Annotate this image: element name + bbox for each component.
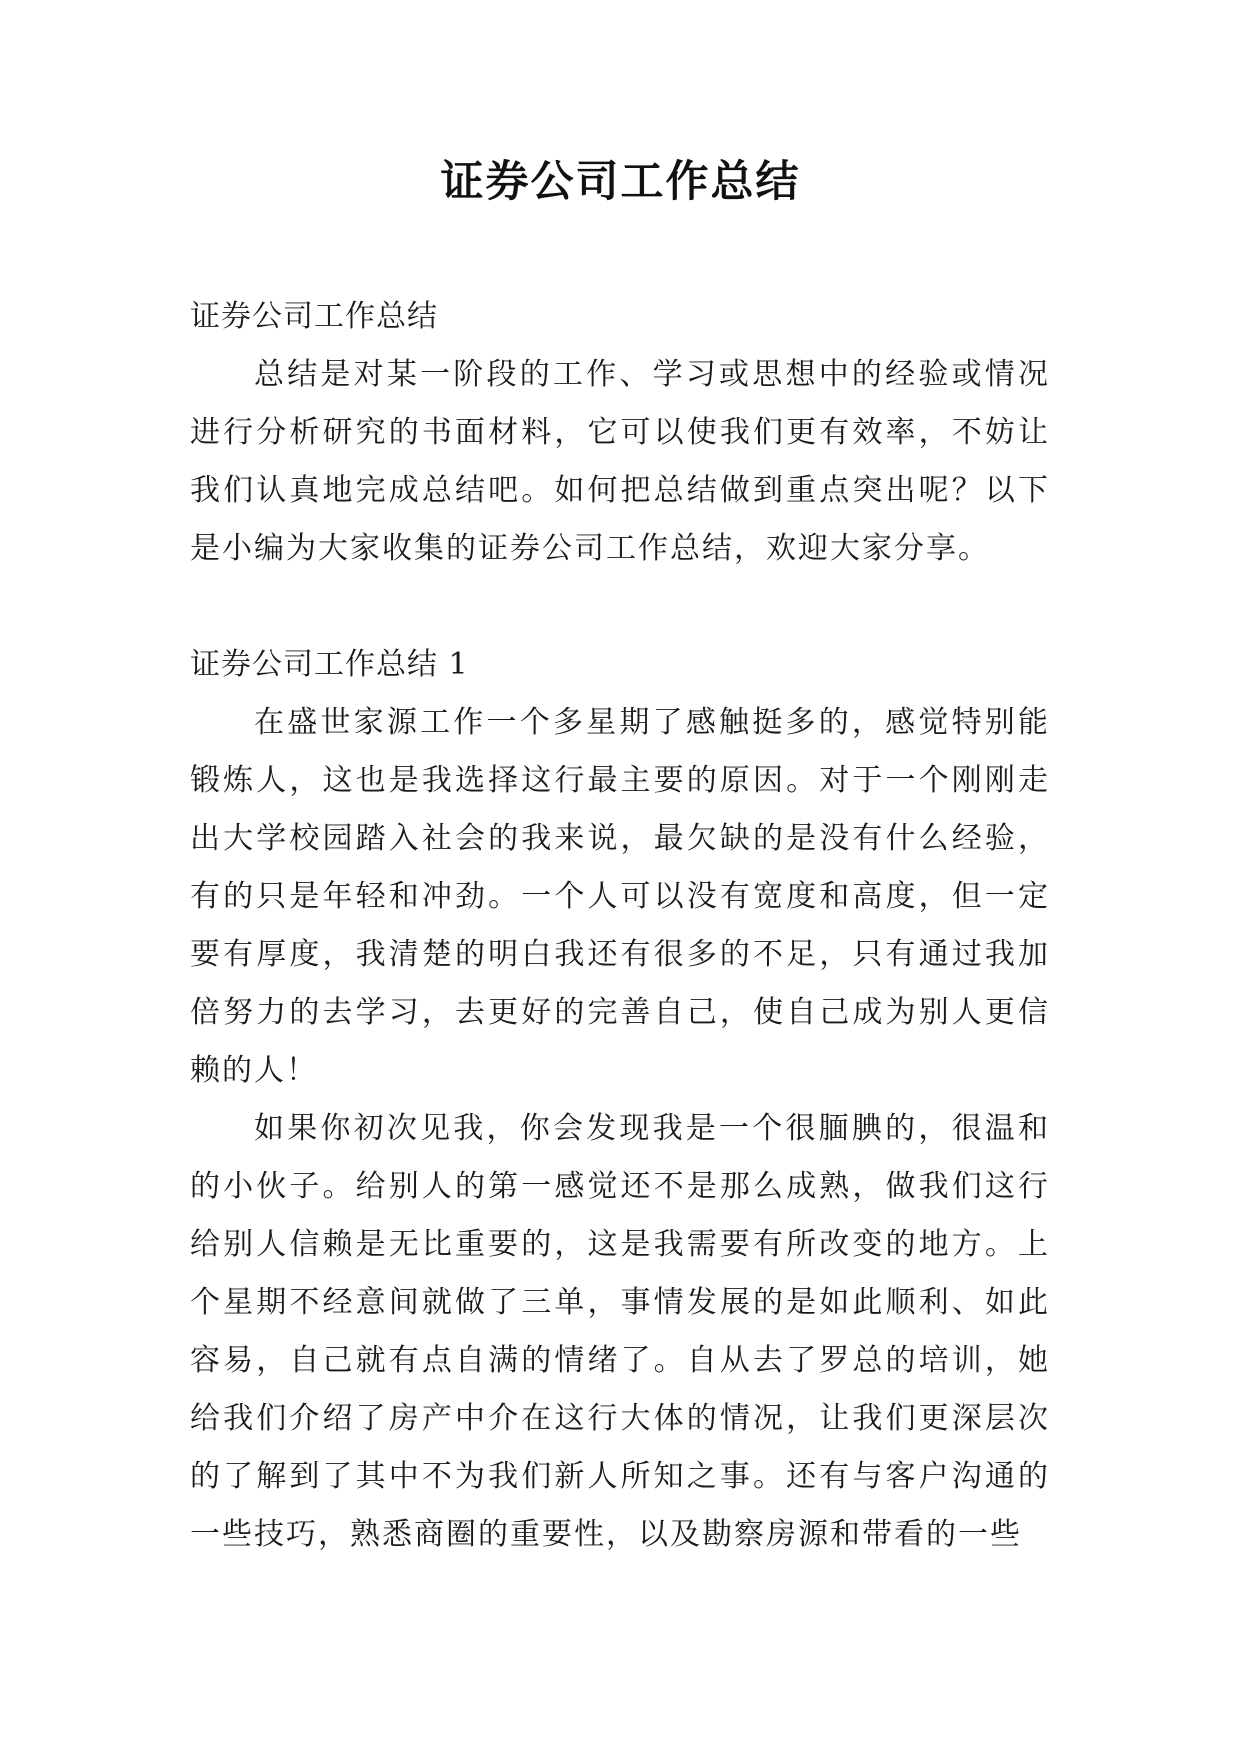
document-body [190, 288, 1050, 1564]
section1-heading: 证券公司工作总结 1 [190, 647, 469, 682]
section1-paragraph-2: 如果你初次见我，你会发现我是一个很腼腆的，很温和的小伙子。给别人的第一感觉还不是那么成熟，做我们这行给别人信赖是无比重要的，这是我需要有所改变的地方。上个星期不经意间就做了三单，事情发展的是如此顺利、如此容易，自己就有点自满的情绪了。自从去了罗总的培训，她给我们介绍了房产中介在这行大体的情况，让我们更深层次的了解到了其中不为我们新人所知之事。还有与客户沟通的一些技巧，熟悉商圈的重要性，以及勘察房源和带看的一些 [190, 1111, 1050, 1552]
intro-heading: 证券公司工作总结 [190, 299, 438, 334]
document-title: 证券公司工作总结 [440, 157, 801, 207]
section1-paragraph-1: 在盛世家源工作一个多星期了感触挺多的，感觉特别能锻炼人，这也是我选择这行最主要的原因。对于一个刚刚走出大学校园踏入社会的我来说，最欠缺的是没有什么经验，有的只是年轻和冲劲。一个人可以没有宽度和高度，但一定要有厚度，我清楚的明白我还有很多的不足，只有通过我加倍努力的去学习，去更好的完善自己，使自己成为别人更信赖的人！ [190, 705, 1050, 1088]
section-spacer [190, 578, 1050, 636]
intro-paragraph: 总结是对某一阶段的工作、学习或思想中的经验或情况进行分析研究的书面材料，它可以使我们更有效率，不妨让我们认真地完成总结吧。如何把总结做到重点突出呢？以下是小编为大家收集的证券公司工作总结，欢迎大家分享。 [190, 357, 1050, 566]
